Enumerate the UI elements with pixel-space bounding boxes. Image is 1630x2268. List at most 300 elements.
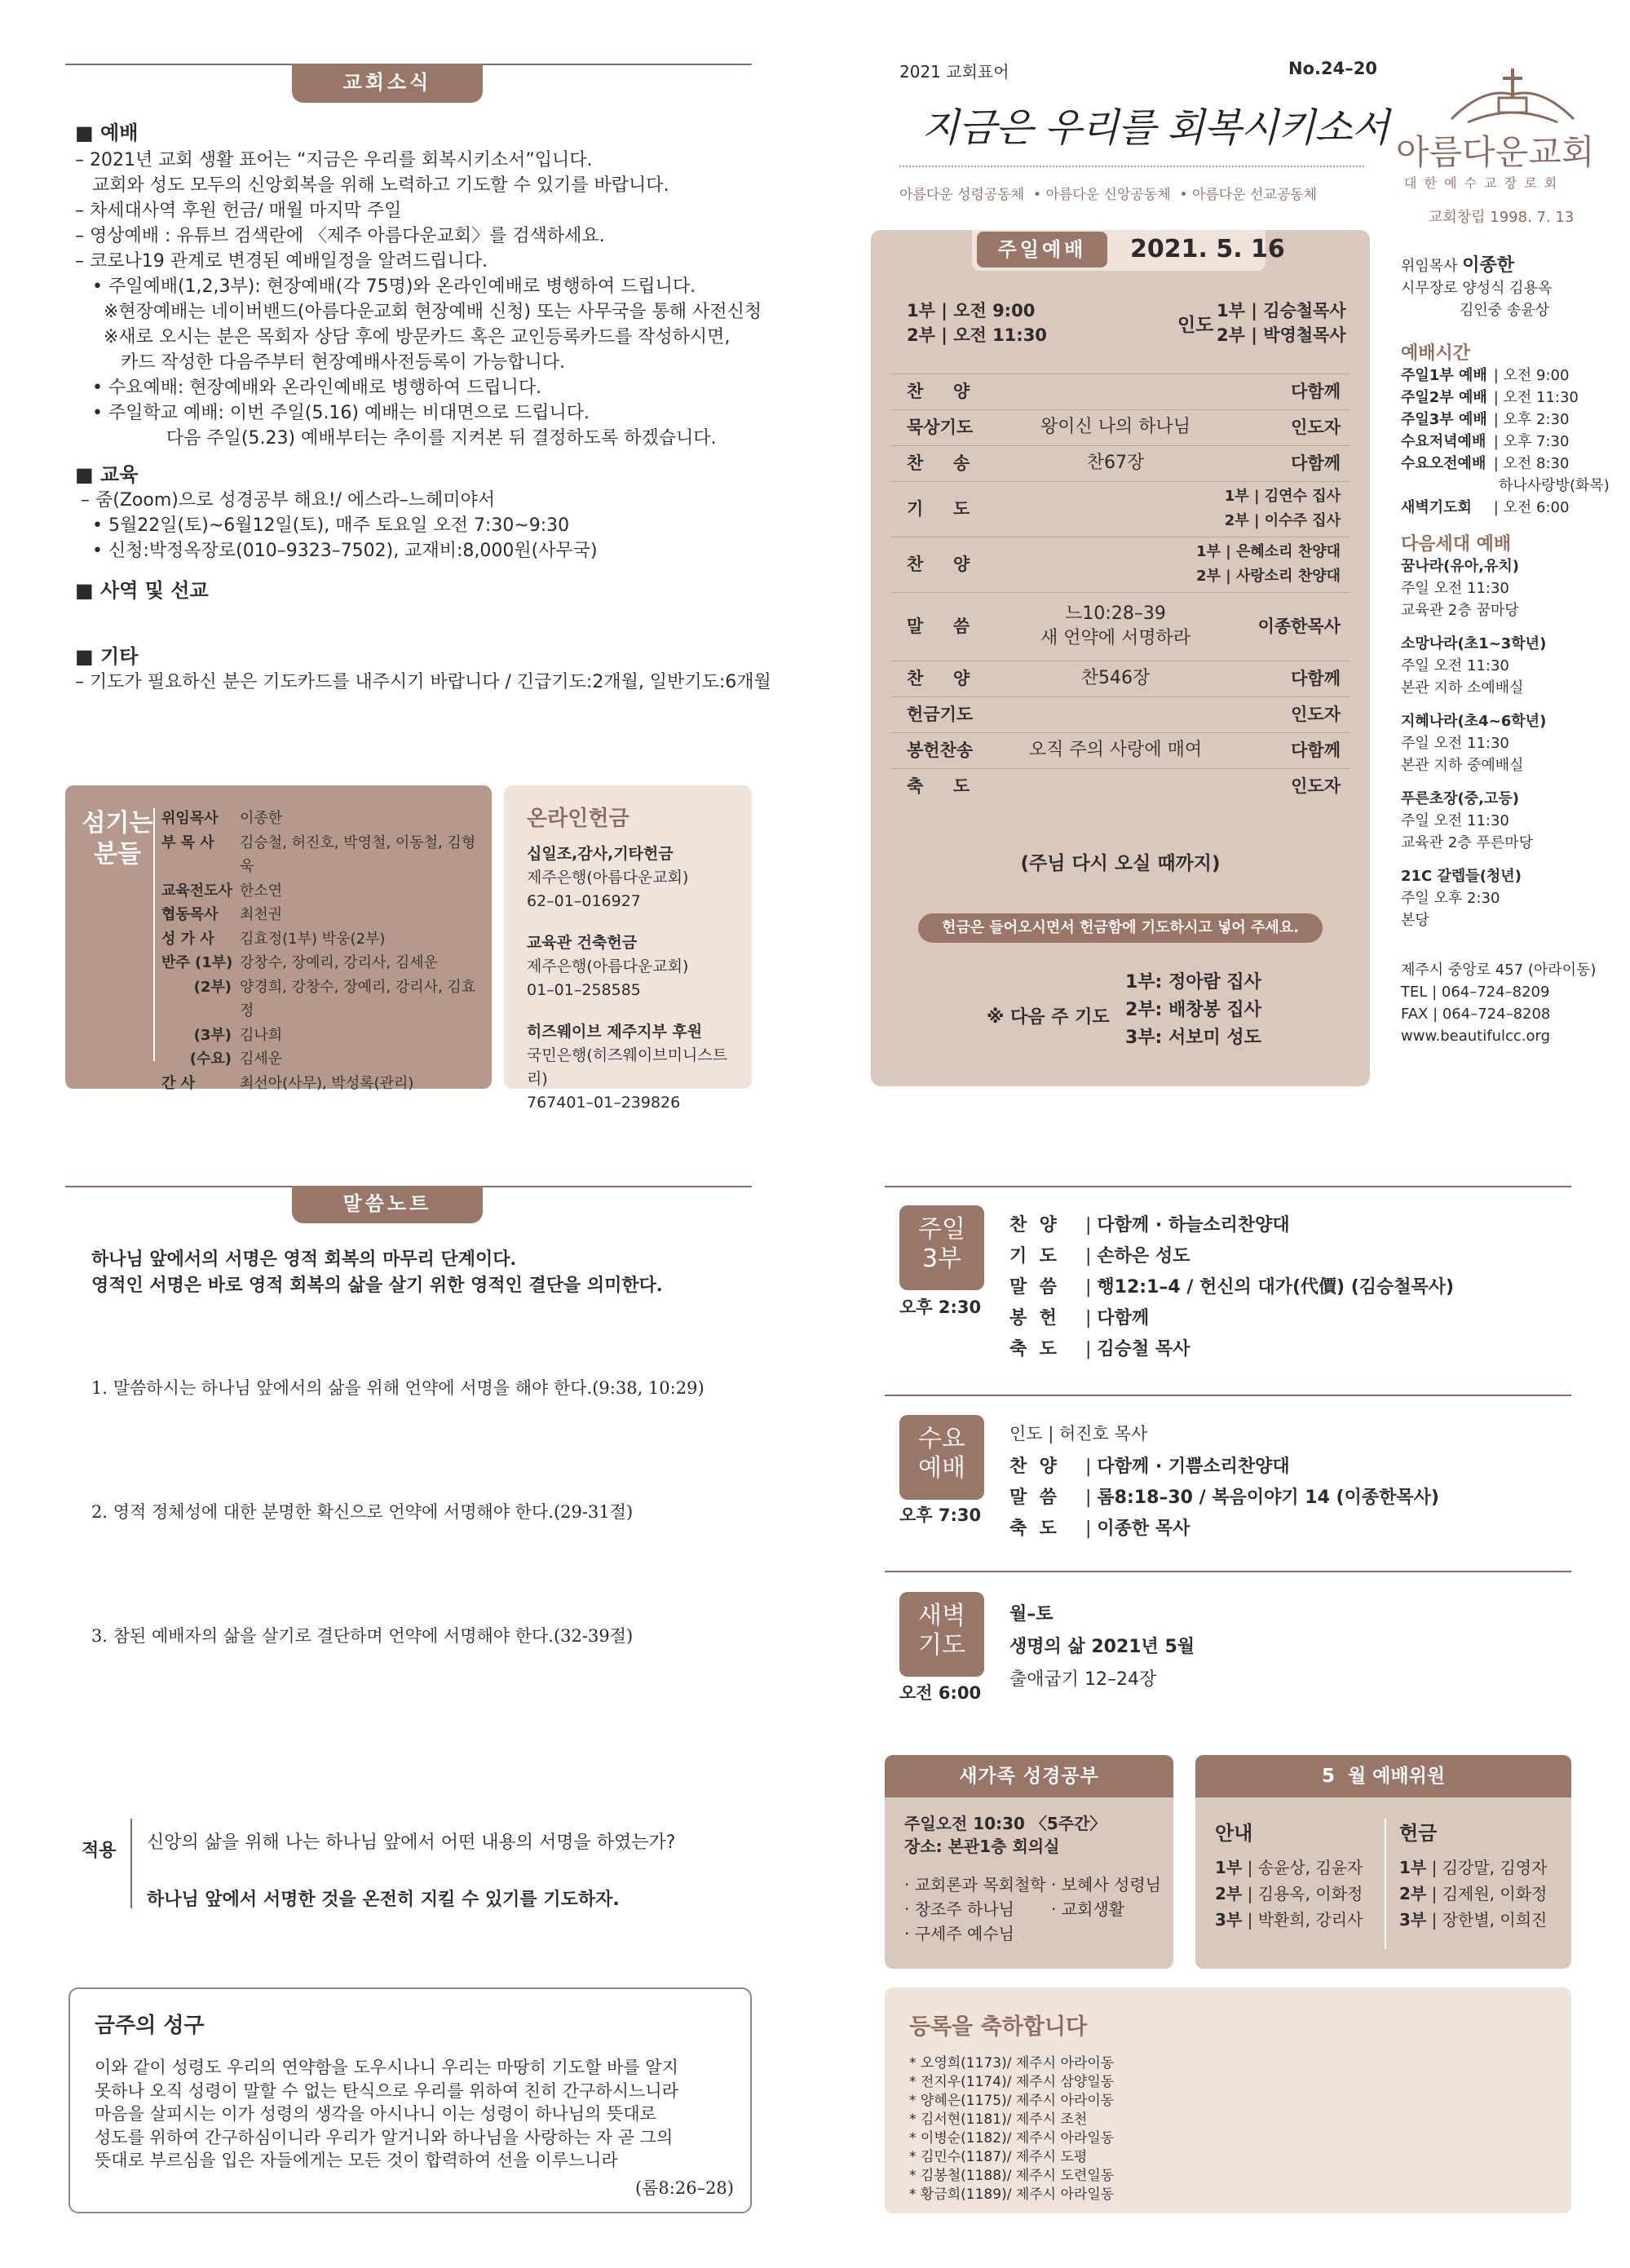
next-gen-item [1401,788,1621,854]
worship-time-value: | 오전 11:30 [1489,389,1579,406]
svc3-top-rule [885,1186,1571,1187]
offering-bank: 국민은행(히즈웨이브미니스트리) [527,1046,728,1088]
svcwed-lead: 인도 | 허진호 목사 [1009,1424,1148,1443]
servant-names: 이종한 [240,810,283,827]
address: 제주시 중앙로 457 (아라이동) [1401,962,1597,979]
worship-time-value: | 오후 7:30 [1489,433,1570,450]
welcome-title: 등록을 축하합니다 [909,2014,1088,2040]
sunday-lead-2: 2부 | 박영철목사 [1217,325,1346,345]
offering-groups [527,842,747,1133]
worship-time-label: 주일1부 예배 [1401,367,1487,384]
servant-names: 양경희, 강창수, 장예리, 강리사, 김효정 [240,978,476,1019]
next-prayer-label: ※ 다음 주 기도 [987,1007,1110,1028]
sunday-row-label: 찬 양 [907,382,970,401]
news-worship-heading: ■ 예배 [75,122,139,144]
sunday-closing: (주님 다시 오실 때까지) [1020,853,1221,874]
svcdawn-badge-1: 새벽 [918,1602,965,1630]
offering-notice: 헌금은 들어오시면서 헌금함에 기도하시고 넣어 주세요. [918,913,1323,943]
next-gen-name: 소망나라(초1~3학년) [1401,635,1547,652]
servant-row [161,1072,488,1096]
news-body [75,121,771,695]
website[interactable]: www.beautifulcc.org [1401,1028,1551,1045]
news-line: 카드 작성한 다음주부터 현장예배사전등록이 가능합니다. [75,352,565,373]
svcwed-sep: | [1080,1519,1098,1539]
svcwed-row [1009,1452,1439,1483]
svcdawn-text [1009,1598,1195,1696]
offering-group [527,842,747,913]
sunday-row-label: 축 도 [907,776,970,796]
elders-label: 시무장로 [1401,280,1458,297]
apply-prayer: 하나님 앞에서 서명한 것을 온전히 지킬 수 있기를 기도하자. [147,1890,620,1910]
sunday-row-leader-1: 이종한목사 [1257,617,1341,636]
sunday-date: 2021. 5. 16 [1130,235,1285,263]
welcome-item: * 전지우(1174)/ 제주시 삼양일동 [909,2074,1115,2090]
next-gen-name: 21C 갈렙들(청년) [1401,868,1522,885]
welcome-item: * 황금희(1189)/ 제주시 아라일동 [909,2186,1115,2203]
news-mission-heading: ■ 사역 및 선교 [75,579,209,602]
sunday-row-label: 기 도 [907,499,970,519]
svc3-row [1009,1303,1454,1334]
committee-divider [1385,1819,1386,1949]
next-gen-name: 지혜나라(초4~6학년) [1401,713,1547,730]
founded: 교회창립 1998. 7. 13 [1429,209,1575,226]
committee-usher-list [1215,1855,1363,1933]
motto: 지금은 우리를 회복시키소서 [921,105,1389,151]
svc3-label: 축 도 [1009,1339,1057,1359]
offering-bank: 제주은행(아름다운교회) [527,957,689,975]
note-point-3: 3. 참된 예배자의 삶을 살기로 결단하며 언약에 서명해야 한다.(32-39절) [91,1626,634,1646]
offering-bank: 제주은행(아름다운교회) [527,869,689,886]
worship-time-label: 주일2부 예배 [1401,389,1487,406]
sunday-row [871,409,1370,445]
servant-role: 간 사 [161,1074,196,1092]
offering-member-part: 3부 [1399,1910,1427,1930]
servant-role: (2부) [193,978,232,996]
servant-role: 반주 (1부) [161,954,233,971]
servant-role: 성 가 사 [161,930,214,948]
edu-lines [75,488,760,564]
worship-time-row [1401,431,1621,453]
next-gen-time: 주일 오전 11:30 [1401,735,1509,752]
next-gen-item [1401,865,1621,931]
news-line: ※새로 오시는 분은 목회자 상담 후에 방문카드 혹은 교인등록카드를 작성하시면, [75,327,731,347]
servants-title [77,808,158,870]
servants-divider [153,808,155,1061]
apply-label: 적용 [82,1841,117,1861]
offering-group [527,1020,747,1115]
tel: TEL | 064–724–8209 [1401,984,1550,1001]
svc3-row [1009,1334,1454,1365]
worship-time-row [1401,475,1621,497]
news-edu-heading: ■ 교육 [75,463,139,486]
sunday-lead-label: 인도 [1177,315,1214,336]
news-tab: 교회소식 [292,64,483,103]
sunday-row-leader-1: 1부 | 은혜소리 찬양대 [1195,543,1341,560]
worship-time-value: 하나사랑방(화목) [1499,477,1610,494]
servants-panel [65,785,492,1092]
next-gen-name: 꿈나라(유아,유치) [1401,558,1520,575]
next-prayer-1: 1부: 정아람 집사 [1125,972,1261,993]
note-tab: 말씀노트 [292,1186,483,1223]
next-gen-item [1401,633,1621,699]
next-prayer-3: 3부: 서보미 성도 [1125,1028,1261,1048]
servant-role: 협동목사 [161,906,219,923]
sunday-row [871,661,1370,696]
sunday-row-content-1: 오직 주의 사랑에 매여 [1028,740,1203,760]
svcwed-row [1009,1483,1439,1514]
next-gen-item [1401,555,1621,621]
svc3-row [1009,1241,1454,1272]
servant-names: 김세운 [240,1050,283,1068]
sunday-row-leader [1291,696,1341,732]
sunday-row [871,374,1370,409]
svcwed-label: 찬 양 [1009,1457,1057,1477]
sunday-row-content-2: 새 언약에 서명하라 [1040,628,1190,648]
family-info [904,1812,1106,1858]
pastor-label: 위임목사 [1401,258,1458,275]
worship-time-row [1401,387,1621,409]
next-gen-heading: 다음세대 예배 [1401,534,1512,555]
sunday-row-content [993,732,1238,768]
svcwed-label: 축 도 [1009,1519,1057,1539]
sunday-row [871,696,1370,732]
church-logo [1435,62,1590,127]
offering-member-names: | 김제원, 이화정 [1426,1884,1548,1903]
sunday-row-leader [1291,374,1341,409]
welcome-item: * 양혜은(1175)/ 제주시 아라이동 [909,2093,1115,2109]
family-item: · 교회론과 목회철학 [904,1875,1046,1894]
committee-panel [1195,1755,1571,1969]
note-intro-1: 하나님 앞에서의 서명은 영적 회복의 마무리 단계이다. [91,1249,517,1270]
worship-time-value: | 오후 2:30 [1489,411,1570,428]
sunday-row-content [993,409,1238,445]
worship-time-row [1401,409,1621,431]
verse-line: 뜻대로 부르심을 입은 자들에게는 모든 것이 합력하여 선을 이루느니라 [95,2151,618,2170]
svc3-badge-1: 주일 [918,1215,965,1244]
verse-box [68,1987,752,2213]
sunday-row-leader [1291,445,1341,481]
sunday-row [871,768,1370,804]
next-prayer-2: 2부: 배창봉 집사 [1125,1000,1261,1020]
fax: FAX | 064–724–8208 [1401,1006,1551,1023]
worship-time-value: | 오전 9:00 [1489,367,1570,384]
sunday-row-leader-1: 인도자 [1291,418,1341,437]
next-gen-time: 주일 오전 11:30 [1401,812,1509,829]
pastor-row [1401,254,1621,277]
sunday-row-leader-1: 다함께 [1291,741,1341,760]
svc3-sep: | [1080,1308,1098,1329]
news-line: – 2021년 교회 생활 표어는 “지금은 우리를 회복시키소서”입니다. [75,150,593,170]
committee-tab: 5 월 예배위원 [1195,1755,1571,1797]
news-line: • 주일예배(1,2,3부): 현장예배(각 75명)와 온라인예배로 병행하여 드립니다. [75,276,696,297]
edu-line: • 5월22일(토)~6월12일(토), 매주 토요일 오전 7:30~9:30 [75,515,570,536]
svc3-label: 말 씀 [1009,1277,1057,1298]
sunday-row-content-1: 찬67장 [1086,453,1145,473]
svcdawn-badge [899,1592,984,1677]
svcwed-row [1009,1514,1439,1545]
servant-role: (3부) [193,1026,232,1044]
sunday-row-leader [1291,732,1341,768]
note-point-1: 1. 말씀하시는 하나님 앞에서의 삶을 위해 언약에 서명을 해야 한다.(9:38, 10:29) [91,1378,705,1398]
sunday-row-leader [1196,537,1341,592]
sunday-time-2: 2부 | 오전 11:30 [907,325,1047,345]
sunday-row-leader [1291,768,1341,804]
elders-row [1401,277,1621,299]
next-gen-list [1401,555,1621,931]
servant-names: 최천권 [240,906,283,923]
welcome-item: * 김민수(1187)/ 제주시 도평 [909,2149,1088,2165]
servant-row [161,951,488,975]
sunday-row-label: 봉헌찬송 [907,741,974,760]
offering-account: 01–01–258585 [527,981,641,999]
edu-line: – 줌(Zoom)으로 성경공부 해요!/ 에스라–느헤미야서 [75,490,496,511]
family-panel [885,1755,1173,1969]
sunday-row [871,732,1370,768]
servants-list [161,807,488,1095]
servant-row [161,807,488,831]
note-intro-2: 영적인 서명은 바로 영적 회복의 삶을 살기 위한 영적인 결단을 의미한다. [91,1275,663,1296]
servant-names: 김승철, 허진호, 박영철, 이동철, 김형욱 [240,833,476,875]
verse-title: 금주의 성구 [95,2014,205,2038]
servant-row [161,879,488,904]
sunday-row-content-1: 왕이신 나의 하나님 [1040,417,1190,437]
usher-row [1215,1881,1363,1907]
worship-time-label: 수요오전예배 [1401,455,1486,472]
sunday-panel [871,230,1370,1086]
servant-row [161,927,488,952]
sunday-row-leader-1: 인도자 [1291,705,1341,724]
verse-line: 못하나 오직 성령이 말할 수 없는 탄식으로 우리를 위하여 친히 간구하시느니라 [95,2080,678,2101]
svcwed-order [1009,1452,1439,1545]
note-point-2: 2. 영적 정체성에 대한 분명한 확신으로 언약에 서명해야 한다.(29-31절) [91,1502,634,1522]
sunday-row-leader [1291,409,1341,445]
church-logo-icon [1435,62,1590,127]
elders-1: 양성식 김용옥 [1462,280,1553,297]
svcwed-top-rule [885,1395,1571,1396]
svcwed-time: 오후 7:30 [899,1505,982,1525]
verse-text [95,2056,739,2173]
svcwed-badge-2: 예배 [918,1454,965,1483]
worship-time-row [1401,497,1621,519]
news-lines [75,148,760,451]
news-line: 다음 주일(5.23) 예배부터는 추이를 지켜본 뒤 결정하도록 하겠습니다. [75,428,717,449]
next-gen-time: 주일 오후 2:30 [1401,890,1500,907]
svcdawn-book: 생명의 삶 2021년 5월 [1009,1637,1195,1657]
family-place: 장소: 본관1층 회의실 [904,1837,1060,1856]
sunday-row [871,537,1370,592]
verse-line: 이와 같이 성령도 우리의 연약함을 도우시나니 우리는 마땅히 기도할 바를 알지 [95,2058,678,2077]
denomination: 대 한 예 수 교 장 로 회 [1404,175,1559,191]
servant-row [161,903,488,927]
worship-time-label: 새벽기도회 [1401,499,1472,516]
sunday-tab: 주일예배 [977,232,1107,267]
sunday-row-label: 찬 양 [907,669,970,688]
next-gen-place: 본당 [1401,912,1429,929]
motto-label: 2021 교회표어 [899,62,1009,82]
svc3-label: 봉 헌 [1009,1308,1057,1329]
servant-row [161,831,488,879]
news-line: – 코로나19 관계로 변경된 예배일정을 알려드립니다. [75,251,488,272]
next-gen-time: 주일 오전 11:30 [1401,657,1509,674]
svc3-value: 손하은 성도 [1097,1246,1190,1267]
times-list [1401,365,1621,519]
news-line: 교회와 성도 모두의 신앙회복을 위해 노력하고 기도할 수 있기를 바랍니다. [75,175,669,196]
svc3-sep: | [1080,1277,1098,1298]
sunday-row-leader-1: 인도자 [1291,776,1341,796]
svc3-value: 행12:1–4 / 헌신의 대가(代價) (김승철목사) [1097,1277,1455,1298]
church-name: 아름다운교회 [1396,132,1595,172]
servant-row [161,975,488,1023]
svcwed-sep: | [1080,1457,1098,1477]
svc3-sep: | [1080,1215,1098,1236]
committee-usher-heading: 안내 [1215,1822,1253,1845]
worship-time-value: | 오전 6:00 [1489,499,1570,516]
next-prayer-list [1125,969,1261,1052]
svcdawn-time: 오전 6:00 [899,1683,982,1703]
sunday-row-leader-2: 2부 | 사랑소리 찬양대 [1195,568,1341,585]
news-line: • 수요예배: 현장예배와 온라인예배로 병행하여 드립니다. [75,378,542,398]
welcome-item: * 김서현(1181)/ 제주시 조천 [909,2111,1088,2128]
servants-title-2: 분들 [94,840,141,869]
svc3-label: 기 도 [1009,1246,1057,1267]
family-item: · 창조주 하나님 [904,1899,1014,1919]
pastor-name: 이종한 [1462,255,1515,276]
committee-offering-heading: 헌금 [1399,1822,1438,1845]
servant-names: 한소연 [240,882,283,900]
servants-title-1: 섬기는 [82,809,153,838]
svc3-sep: | [1080,1339,1098,1359]
sunday-times [907,298,1047,347]
svc3-badge [899,1205,984,1290]
sunday-row-content-1: 찬546장 [1080,668,1151,688]
sunday-row-leader-1: 다함께 [1291,453,1341,473]
worship-time-row [1401,365,1621,387]
offering-group-heading: 히즈웨이브 제주지부 후원 [527,1023,703,1041]
news-etc-heading: ■ 기타 [75,645,139,668]
welcome-item: * 오영희(1173)/ 제주시 아라이동 [909,2055,1115,2071]
servant-names: 최선아(사무), 박성록(관리) [240,1074,414,1092]
sunday-row-leader [1225,481,1341,537]
sunday-row-leader [1258,592,1341,661]
svcwed-value: 이종한 목사 [1097,1519,1190,1539]
news-line: – 영상예배 : 유튜브 검색란에 〈제주 아름다운교회〉를 검색하세요. [75,226,605,246]
svcwed-sep: | [1080,1488,1098,1508]
svc3-sep: | [1080,1246,1098,1267]
offering-title: 온라인헌금 [527,807,629,831]
edu-line: • 신청:박정옥장로(010–9323–7502), 교재비:8,000원(사무국) [75,541,598,561]
svc3-badge-2: 3부 [921,1245,962,1273]
apply-divider [130,1819,132,1908]
svc3-time: 오후 2:30 [899,1298,982,1317]
offering-member-names: | 김강말, 김영자 [1426,1858,1548,1877]
svcdawn-days: 월–토 [1009,1604,1054,1625]
news-line: – 차세대사역 후원 헌금/ 매월 마지막 주일 [75,201,402,221]
offering-member-row [1399,1907,1547,1933]
sunday-row-label: 묵상기도 [907,418,974,437]
usher-names: | 박환희, 강리사 [1242,1910,1363,1930]
family-item: · 구세주 예수님 [904,1924,1014,1943]
issue-number: No.24–20 [1288,59,1377,78]
svcwed-label: 말 씀 [1009,1488,1057,1508]
offering-panel [504,785,752,1112]
sunday-row-content [993,445,1238,481]
apply-question: 신앙의 삶을 위해 나는 하나님 앞에서 어떤 내용의 서명을 하였는가? [147,1833,676,1853]
servant-row [161,1047,488,1072]
svc3-row [1009,1272,1454,1303]
sunday-time-1: 1부 | 오전 9:00 [907,301,1036,321]
sidebar [1401,254,1621,1047]
family-items [904,1872,1165,1946]
next-gen-place: 본관 지하 중예배실 [1401,757,1524,774]
svc3-label: 찬 양 [1009,1215,1057,1236]
offering-account: 62–01–016927 [527,892,641,910]
servant-names: 김효정(1부) 박웅(2부) [240,930,386,948]
offering-member-part: 1부 [1399,1858,1427,1877]
usher-part: 3부 [1215,1910,1243,1930]
servant-role: (수요) [189,1050,232,1068]
svcdawn-badge-2: 기도 [918,1631,965,1660]
svc3-value: 김승철 목사 [1097,1339,1190,1359]
verse-line: 성도를 위하여 간구하심이니라 우리가 알거니와 하나님을 사랑하는 자 곧 그의 [95,2127,674,2147]
motto-dots [899,166,1364,167]
svc3-row [1009,1210,1454,1241]
offering-member-names: | 장한별, 이희진 [1426,1910,1548,1930]
committee-offering-list [1399,1855,1547,1933]
family-time: 주일오전 10:30 〈5주간〉 [904,1814,1107,1833]
welcome-item: * 이병순(1182)/ 제주시 아라일동 [909,2130,1115,2146]
servant-role: 위임목사 [161,810,219,827]
welcome-list [909,2054,1114,2204]
sunday-row [871,592,1370,661]
svcwed-badge [899,1415,984,1500]
svc3-order [1009,1210,1454,1365]
usher-part: 2부 [1215,1884,1243,1903]
next-gen-time: 주일 오전 11:30 [1401,580,1509,597]
sunday-row-leader-1: 다함께 [1291,382,1341,401]
welcome-item: * 김봉철(1188)/ 제주시 도련일동 [909,2168,1115,2184]
sunday-row-label: 헌금기도 [907,705,974,724]
news-line: ※현장예배는 네이버밴드(아름다운교회 현장예배 신청) 또는 사무국을 통해 사전신청 [75,302,762,322]
svc3-value: 다함께 · 하늘소리찬양대 [1097,1215,1290,1236]
sunday-row-leader-1: 1부 | 김연수 집사 [1224,488,1341,505]
worship-time-row [1401,453,1621,475]
worship-time-value: | 오전 8:30 [1489,455,1570,472]
next-gen-place: 교육관 2층 꿈마당 [1401,602,1519,619]
family-item: · 보혜사 성령님 [1051,1875,1161,1894]
offering-member-part: 2부 [1399,1884,1427,1903]
times-heading: 예배시간 [1401,343,1471,364]
servant-names: 강창수, 장예리, 강리사, 김세운 [240,954,438,971]
sunday-leads [1217,298,1346,347]
family-tab: 새가족 성경공부 [885,1755,1173,1797]
note-intro [91,1246,663,1298]
news-etc-line: – 기도가 필요하신 분은 기도카드를 내주시기 바랍니다 / 긴급기도:2개월, 일반기도:6개월 [75,672,771,692]
sunday-row-leader [1291,661,1341,696]
svcwed-value: 다함께 · 기쁨소리찬양대 [1097,1457,1290,1477]
worship-time-label: 수요저녁예배 [1401,433,1486,450]
worship-time-label: 주일3부 예배 [1401,411,1487,428]
sunday-row-leader-1: 다함께 [1291,669,1341,688]
svcwed-badge-1: 수요 [918,1425,965,1453]
servant-names: 김나희 [240,1026,283,1044]
verse-ref: (롬8:26–28) [634,2178,734,2198]
usher-names: | 김용옥, 이화정 [1242,1884,1363,1903]
welcome-panel [885,1987,1571,2213]
offering-group-heading: 십일조,감사,기타헌금 [527,845,674,863]
next-gen-place: 본관 지하 소예배실 [1401,679,1524,696]
next-gen-item [1401,710,1621,776]
offering-member-row [1399,1855,1547,1881]
